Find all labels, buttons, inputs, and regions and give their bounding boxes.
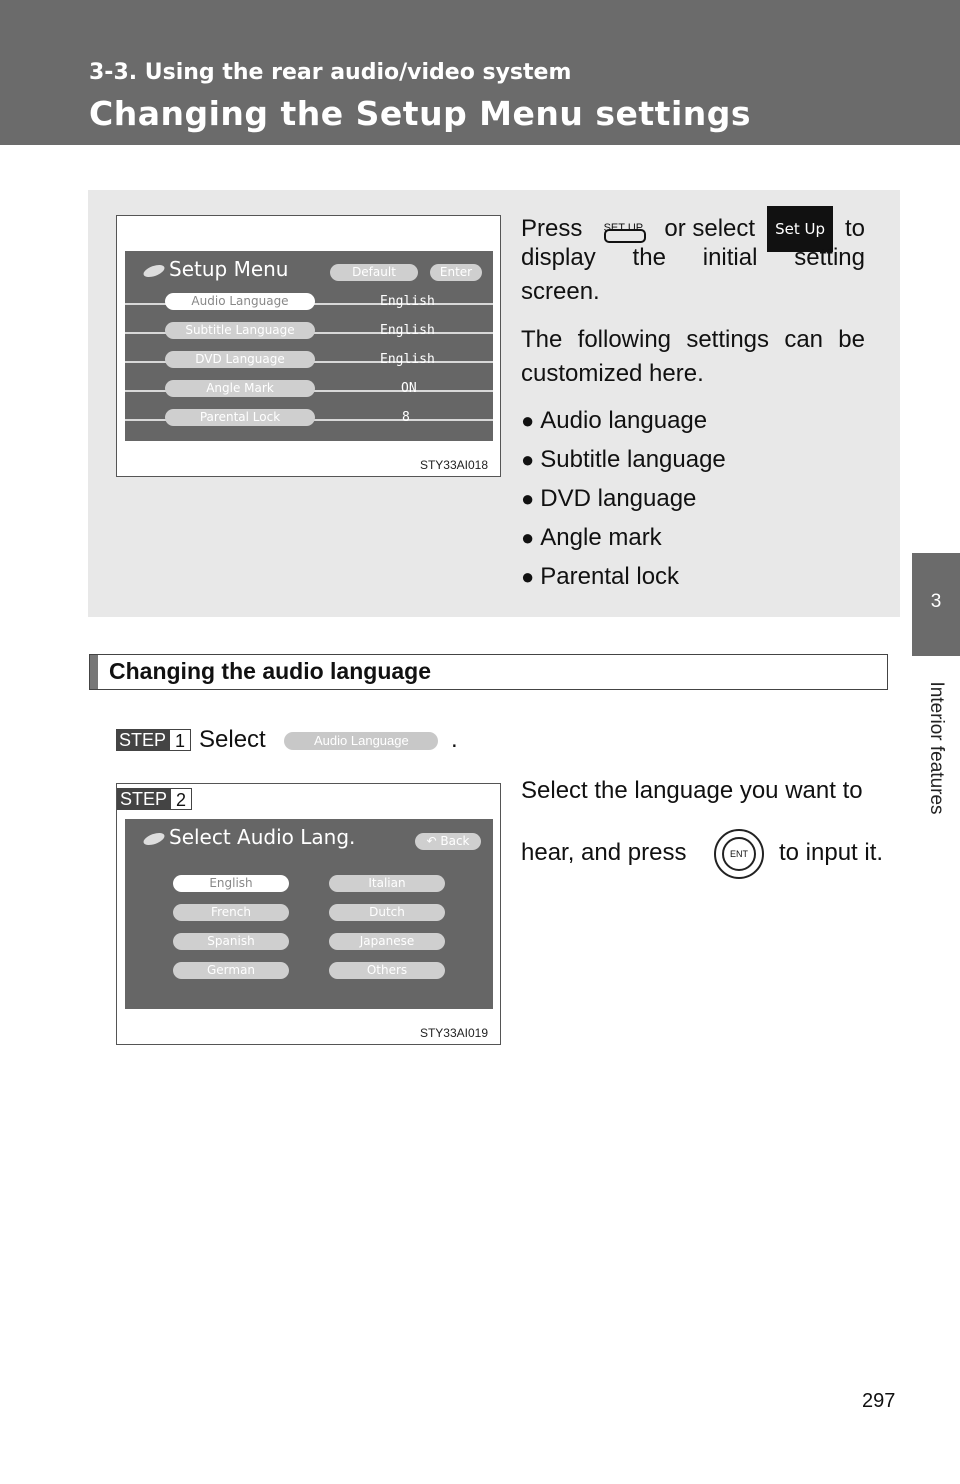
settings-list-item: ● DVD language (521, 485, 697, 512)
audio-language-button[interactable]: Audio Language (165, 293, 315, 310)
to-text: to (844, 215, 865, 242)
subtitle-language-value: English (380, 323, 435, 338)
page-title: Changing the Setup Menu settings (89, 94, 752, 133)
setup-menu-screen (125, 251, 493, 441)
subsection-heading (89, 654, 888, 690)
audio-language-value: English (380, 294, 435, 309)
bullet-icon: ● (521, 447, 535, 472)
back-button[interactable]: ↶ Back (415, 833, 481, 850)
bullet-icon: ● (521, 525, 535, 550)
settings-list-item: ● Angle mark (521, 524, 662, 551)
ent-knob-icon: ENT (714, 829, 764, 879)
dvd-language-button[interactable]: DVD Language (165, 351, 315, 368)
step-2-badge: STEP 2 (117, 788, 192, 810)
step-1-text: Select Audio Language . (199, 726, 458, 753)
enter-button[interactable]: Enter (430, 264, 482, 281)
settings-list-item: ● Parental lock (521, 563, 680, 590)
step-2-line-2a: hear, and press (521, 839, 687, 866)
chapter-label: Interior features (926, 681, 947, 815)
language-japanese-button[interactable]: Japanese (329, 933, 445, 950)
select-audio-lang-title: Select Audio Lang. (143, 825, 355, 849)
setup-menu-title: Setup Menu (143, 257, 288, 281)
subsection-title: Changing the audio language (109, 658, 431, 684)
parental-lock-button[interactable]: Parental Lock (165, 409, 315, 426)
disc-logo-icon (142, 262, 166, 279)
language-others-button[interactable]: Others (329, 962, 445, 979)
back-arrow-icon: ↶ (426, 834, 441, 848)
disc-logo-icon (142, 830, 166, 847)
setup-key-icon: SET UP (594, 211, 652, 247)
language-german-button[interactable]: German (173, 962, 289, 979)
parental-lock-value: 8 (402, 410, 410, 425)
subtitle-language-button[interactable]: Subtitle Language (165, 322, 315, 339)
language-french-button[interactable]: French (173, 904, 289, 921)
bullet-icon: ● (521, 564, 535, 589)
intro-line-2: display the initial setting (521, 244, 865, 271)
angle-mark-button[interactable]: Angle Mark (165, 380, 315, 397)
dvd-language-value: English (380, 352, 435, 367)
bullet-icon: ● (521, 408, 535, 433)
language-dutch-button[interactable]: Dutch (329, 904, 445, 921)
language-italian-button[interactable]: Italian (329, 875, 445, 892)
following-line-1: The following settings can be (521, 326, 865, 353)
language-spanish-button[interactable]: Spanish (173, 933, 289, 950)
select-audio-lang-screen (125, 819, 493, 1009)
bullet-icon: ● (521, 486, 535, 511)
chapter-number: 3 (930, 591, 942, 612)
audio-language-inline-button: Audio Language (284, 732, 438, 750)
settings-list-item: ● Audio language (521, 407, 708, 434)
settings-list-item: ● Subtitle language (521, 446, 726, 473)
following-line-2: customized here. (521, 360, 704, 387)
chapter-tab (912, 553, 960, 656)
step-2-line-2b: to input it. (779, 839, 884, 866)
section-title: 3-3. Using the rear audio/video system (89, 60, 572, 85)
language-english-button[interactable]: English (173, 875, 289, 892)
page-number: 297 (862, 1390, 896, 1412)
page-header (0, 0, 960, 145)
setup-menu-figure (116, 215, 501, 477)
press-text: Press (521, 215, 583, 242)
or-select-text: or select (664, 215, 756, 242)
figure-code: STY33AI018 (419, 458, 488, 472)
figure-code: STY33AI019 (419, 1026, 488, 1040)
angle-mark-value: ON (401, 381, 417, 396)
step-1-badge: STEP 1 (116, 729, 191, 751)
step-2-line-1: Select the language you want to (521, 777, 863, 804)
default-button[interactable]: Default (330, 264, 418, 281)
intro-line-3: screen. (521, 278, 600, 305)
heading-bar (90, 655, 98, 689)
select-audio-lang-figure (116, 783, 501, 1045)
setup-select-button: Set Up (767, 206, 833, 252)
